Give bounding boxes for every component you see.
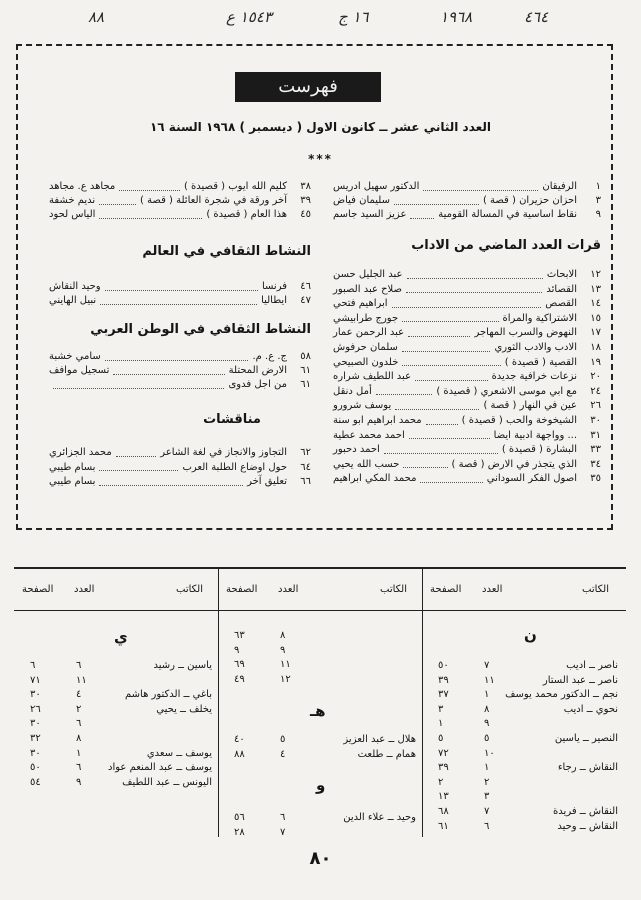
index-header-issue: العدد: [278, 584, 299, 595]
toc-author: حسب الله يحيي: [333, 458, 400, 470]
toc-page-number: ٣٨: [300, 181, 311, 192]
index-issue: ٦: [76, 762, 82, 774]
toc-author: محمد ابراهيم ابو سنة: [333, 415, 422, 426]
index-header-page: الصفحة: [430, 584, 462, 595]
index-page: ٣٠: [30, 747, 41, 759]
handwritten-note-3: ١٦ ج: [338, 8, 369, 26]
toc-author: صلاح عبد الصبور: [333, 283, 403, 295]
index-writer: نحوي ــ اديب: [563, 703, 618, 715]
toc-title: حول اوضاع الطلبة العرب: [182, 461, 287, 473]
toc-page-number: ٦١: [300, 379, 311, 390]
toc-entry: [333, 341, 601, 355]
toc-author: محمد الجزائري: [49, 447, 112, 458]
index-issue: ١٢: [280, 673, 291, 685]
toc-page-number: ٣٤: [590, 458, 601, 470]
toc-title: كليم الله ايوب ( قصيدة ): [183, 181, 287, 192]
index-issue: ٣: [484, 791, 490, 803]
index-issue: ٨: [484, 703, 490, 715]
index-writer: وحيد ــ علاء الدين: [343, 812, 416, 823]
leader-dots: [408, 328, 470, 337]
section-title-arab: النشاط الثقافي في الوطن العربي: [90, 322, 311, 337]
toc-entry: [333, 458, 601, 472]
index-page: ٣٠: [30, 689, 41, 701]
index-letter: و: [316, 776, 326, 794]
index-page: ٨٨: [234, 748, 245, 760]
section-title-world: النشاط الثقافي في العالم: [142, 244, 311, 259]
index-writer: يوسف ــ عبد المنعم عواد: [108, 762, 212, 774]
toc-author: يوسف شرورو: [333, 400, 392, 412]
toc-page-number: ١٤: [590, 298, 601, 310]
toc-title: ج. ع. م.: [252, 351, 287, 362]
toc-author: الدكتور سهيل ادريس: [333, 181, 420, 192]
toc-entry: [333, 356, 601, 370]
toc-page-number: ٤٥: [300, 209, 311, 220]
index-writer: النصير ــ ياسين: [554, 733, 618, 744]
toc-page-number: ٦٦: [300, 476, 311, 487]
toc-page-number: ٦٤: [300, 461, 311, 473]
toc-title: ايطاليا: [261, 295, 287, 306]
toc-title: الادب والادب الثوري: [494, 342, 577, 353]
toc-author: بسام طيبي: [49, 476, 96, 487]
index-page: ٦٨: [438, 806, 449, 817]
index-issue: ٦: [76, 660, 82, 671]
toc-page-number: ٣٩: [300, 195, 311, 206]
stars-divider: ***: [308, 152, 333, 166]
index-writer: النقاش ــ رجاء: [557, 762, 618, 774]
index-page: ٦٩: [234, 659, 245, 671]
index-page: ٣٩: [438, 762, 449, 774]
index-letter: ي: [114, 628, 128, 646]
toc-page-number: ٣١: [590, 429, 601, 441]
index-page: ١: [438, 718, 444, 730]
index-page: ٤٠: [234, 734, 245, 745]
toc-entry: [333, 443, 601, 457]
toc-title: هذا العام ( قصيدة ): [206, 209, 287, 220]
toc-author: عبد الجليل حسن: [333, 269, 403, 280]
index-page: ٥٤: [30, 776, 41, 788]
toc-author: سليمان فياض: [333, 195, 390, 206]
toc-title: تعليق آخر: [247, 476, 287, 487]
index-issue: ٦: [280, 812, 286, 823]
index-page: ٥: [438, 733, 444, 744]
toc-title: التجاوز والانجاز في لغة الشاعر: [160, 447, 287, 458]
index-writer: نجم ــ الدكتور محمد يوسف: [505, 689, 618, 701]
toc-author: وحيد النقاش: [49, 281, 101, 292]
index-issue: ٩: [280, 644, 286, 656]
leader-dots: [403, 459, 448, 468]
toc-entry: [333, 429, 601, 443]
toc-title: من اجل فدوى: [228, 379, 287, 390]
toc-entry: [49, 208, 311, 222]
index-issue: ٦: [484, 820, 490, 832]
index-issue: ٨: [280, 630, 286, 641]
index-issue: ٥: [484, 733, 490, 744]
toc-entry: [49, 461, 311, 475]
leader-dots: [409, 430, 490, 439]
leader-dots: [105, 282, 258, 291]
section-title-last-issue: قرات العدد الماضي من الاداب: [411, 238, 601, 253]
toc-title: الشيخوخة والحب ( قصيدة ): [461, 415, 577, 426]
index-header-page: الصفحة: [22, 584, 54, 595]
toc-author: احمد محمد عطية: [333, 429, 405, 441]
leader-dots: [406, 284, 542, 293]
index-issue: ٤: [280, 748, 286, 760]
toc-author: جورج طرابيشي: [333, 312, 399, 324]
toc-entry: [49, 294, 311, 308]
leader-dots: [113, 366, 225, 375]
toc-author: خلدون الصبيحي: [333, 356, 399, 368]
index-page: ٣٩: [438, 674, 449, 686]
toc-entry: [49, 180, 311, 194]
toc-page-number: ١٣: [590, 283, 601, 295]
toc-page-number: ٣: [595, 195, 601, 206]
toc-author: مجاهد ع. مجاهد: [49, 181, 116, 192]
toc-page-number: ٩: [595, 209, 601, 220]
page-number: ٨٠: [309, 848, 332, 869]
toc-entry: [333, 414, 601, 428]
toc-author: بسام طيبي: [49, 461, 96, 473]
index-writer: النقاش ــ وحيد: [557, 820, 618, 832]
leader-dots: [426, 416, 458, 425]
toc-author: عزيز السيد جاسم: [333, 209, 407, 220]
index-issue: ٤: [76, 689, 82, 701]
toc-entry: [333, 370, 601, 384]
index-header-writer: الكاتب: [380, 584, 407, 595]
index-page: ٧١: [30, 674, 41, 686]
toc-page-number: ١٧: [590, 327, 601, 339]
index-page: ٢: [438, 776, 444, 788]
toc-title: ... وواجهة ادبية ايضا: [493, 429, 577, 441]
toc-page-number: ٢٠: [590, 371, 601, 383]
leader-dots: [116, 448, 156, 457]
index-writer: يوسف ــ سعدي: [146, 747, 212, 759]
toc-author: عبد اللطيف شراره: [333, 371, 412, 383]
toc-entry: [333, 180, 601, 194]
leader-dots: [410, 210, 434, 219]
toc-page-number: ٣٥: [590, 473, 601, 485]
issue-title: العدد الثاني عشر ــ كانون الاول ( ديسمبر ) ١٩٦٨ السنة ١٦: [149, 120, 492, 134]
index-page: ٦: [30, 660, 36, 671]
toc-page-number: ٤٦: [300, 281, 311, 292]
toc-page-number: ١٥: [590, 312, 601, 324]
index-page: ٢٦: [30, 703, 41, 715]
toc-title: الرفيقان: [542, 181, 577, 192]
index-issue: ٢: [484, 776, 490, 788]
section-title-discussions: مناقشات: [203, 412, 261, 427]
index-writer: باغي ــ الدكتور هاشم: [125, 689, 212, 701]
leader-dots: [100, 296, 257, 305]
toc-title: القصص: [545, 298, 577, 310]
index-letter: هـ: [310, 702, 326, 720]
leader-dots: [395, 401, 479, 410]
index-letter: ن: [524, 626, 537, 644]
index-page: ٩: [234, 644, 240, 656]
toc-page-number: ٣٠: [590, 415, 601, 426]
handwritten-note-2: ١٥٤٣ ع: [226, 8, 272, 26]
toc-page-number: ٣٣: [590, 444, 601, 456]
toc-entry: [333, 399, 601, 413]
index-page: ٣٧: [438, 689, 449, 701]
toc-title: القصية ( قصيدة ): [504, 356, 577, 368]
toc-title: الاشتراكية والمراة: [502, 312, 577, 324]
toc-title: آخر ورقة في شجرة العائلة ( قصة ): [139, 195, 287, 206]
index-page: ٦٣: [234, 630, 245, 641]
toc-page-number: ١: [595, 181, 601, 192]
toc-entry: [49, 194, 311, 208]
toc-entry: [49, 475, 311, 489]
leader-dots: [402, 357, 501, 366]
index-issue: ٥: [280, 734, 286, 745]
index-page: ٧٢: [438, 747, 449, 759]
toc-page-number: ١٢: [590, 269, 601, 280]
toc-author: الياس لحود: [49, 209, 96, 220]
toc-title: الارض المحتلة: [228, 365, 287, 376]
toc-author: نديم خشفة: [49, 195, 96, 206]
toc-entry: [49, 446, 311, 460]
toc-author: سامي خشبة: [49, 351, 101, 362]
index-issue: ٩: [76, 776, 82, 788]
toc-title: الذي يتجذر في الارض ( قصة ): [451, 458, 577, 470]
contents-banner: فهرست: [235, 72, 381, 102]
index-issue: ٧: [484, 660, 490, 671]
leader-dots: [99, 210, 202, 219]
toc-entry: [333, 268, 601, 282]
index-divider-left: [218, 567, 219, 837]
index-writer: همام ــ طلعت: [357, 748, 416, 760]
toc-entry: [333, 385, 601, 399]
toc-author: احمد دحبور: [333, 444, 380, 456]
index-page: ١٣: [438, 791, 449, 803]
index-issue: ١١: [76, 674, 87, 686]
index-issue: ٩: [484, 718, 490, 730]
leader-dots: [99, 477, 243, 486]
leader-dots: [402, 313, 499, 322]
index-header-issue: العدد: [482, 584, 503, 595]
toc-title: القصائد: [546, 283, 577, 295]
leader-dots: [105, 352, 248, 361]
leader-dots: [392, 299, 541, 308]
leader-dots: [384, 445, 498, 454]
index-writer: النقاش ــ فريدة: [553, 806, 618, 817]
toc-author: أمل دنقل: [333, 385, 372, 397]
index-issue: ٧: [280, 826, 286, 838]
toc-author: نبيل الهايني: [49, 295, 97, 306]
index-page: ٥٠: [30, 762, 41, 774]
index-page: ٣٠: [30, 718, 41, 730]
leader-dots: [420, 474, 483, 483]
index-issue: ١: [76, 747, 82, 759]
leader-dots: [99, 462, 178, 471]
index-issue: ٧: [484, 806, 490, 817]
toc-author: تسجيل موافف: [49, 365, 110, 376]
toc-entry: [333, 472, 601, 486]
toc-entry: [333, 326, 601, 340]
index-writer: يخلف ــ يحيي: [156, 703, 212, 715]
handwritten-note-4: ١٩٦٨: [440, 8, 473, 26]
index-header-rule: [14, 610, 626, 611]
index-divider-right: [422, 567, 423, 837]
toc-entry: [49, 364, 311, 378]
leader-dots: [423, 182, 538, 191]
index-writer: هلال ــ عبد العزيز: [343, 734, 416, 745]
toc-title: النهوض والسرب المهاجر: [474, 327, 577, 339]
index-writer: ياسين ــ رشيد: [153, 660, 212, 671]
leader-dots: [53, 380, 224, 389]
toc-entry: [333, 194, 601, 208]
index-issue: ١١: [280, 659, 291, 671]
leader-dots: [415, 372, 488, 381]
toc-title: عين في النهار ( قصة ): [483, 400, 577, 412]
toc-title: نقاط اساسية في المسالة القومية: [438, 209, 577, 220]
index-page: ٥٠: [438, 660, 449, 671]
toc-entry: [333, 208, 601, 222]
index-issue: ١: [484, 689, 490, 701]
toc-entry: [333, 297, 601, 311]
handwritten-note-1: ٨٨: [88, 8, 105, 26]
index-writer: ناصر ــ اديب: [566, 660, 618, 671]
index-issue: ١٠: [484, 747, 495, 759]
leader-dots: [394, 196, 479, 205]
toc-title: البشارة ( قصيدة ): [501, 444, 577, 456]
index-page: ٢٨: [234, 826, 245, 838]
leader-dots: [376, 386, 432, 395]
index-page: ٥٦: [234, 812, 245, 823]
toc-author: سلمان حرفوش: [333, 342, 398, 353]
leader-dots: [407, 270, 543, 279]
toc-title: نزعات خرافية جديدة: [491, 371, 577, 383]
toc-page-number: ٢٤: [590, 385, 601, 397]
toc-entry: [49, 280, 311, 294]
handwritten-note-5: ٤٦٤: [524, 8, 549, 26]
index-header-issue: العدد: [74, 584, 95, 595]
toc-title: الابحاث: [546, 269, 577, 280]
toc-title: فرنسا: [261, 281, 287, 292]
index-writer: ناصر ــ عبد الستار: [542, 674, 618, 686]
index-issue: ١: [484, 762, 490, 774]
toc-author: محمد المكي ابراهيم: [333, 473, 417, 485]
toc-entry: [333, 283, 601, 297]
index-issue: ٦: [76, 718, 82, 730]
index-writer: اليونس ــ عبد اللطيف: [122, 776, 212, 788]
index-header-writer: الكاتب: [582, 584, 609, 595]
index-page: ٣: [438, 703, 444, 715]
index-page: ٦١: [438, 820, 449, 832]
index-issue: ١١: [484, 674, 495, 686]
toc-page-number: ٤٧: [300, 295, 311, 306]
toc-title: اصول الفكر السوداني: [486, 473, 577, 485]
index-issue: ٢: [76, 703, 82, 715]
toc-title: مع ابي موسى الاشعري ( قصيدة ): [436, 385, 577, 397]
index-header-page: الصفحة: [226, 584, 258, 595]
toc-page-number: ١٩: [590, 356, 601, 368]
leader-dots: [119, 182, 180, 191]
toc-author: ابراهيم فتحي: [333, 298, 388, 310]
leader-dots: [402, 343, 490, 352]
toc-entry: [49, 350, 311, 364]
index-header-writer: الكاتب: [176, 584, 203, 595]
toc-page-number: ٥٨: [300, 351, 311, 362]
toc-title: احزان حزيران ( قصة ): [482, 195, 577, 206]
index-page: ٤٩: [234, 673, 245, 685]
toc-page-number: ٢٦: [590, 400, 601, 412]
leader-dots: [99, 196, 136, 205]
toc-entry: [49, 378, 311, 392]
toc-entry: [333, 312, 601, 326]
index-top-rule: [14, 567, 626, 569]
toc-page-number: ٦١: [300, 365, 311, 376]
toc-page-number: ٦٢: [300, 447, 311, 458]
index-page: ٣٢: [30, 733, 41, 744]
toc-page-number: ١٨: [590, 342, 601, 353]
toc-author: عبد الرحمن عمار: [333, 327, 405, 339]
index-issue: ٨: [76, 733, 82, 744]
